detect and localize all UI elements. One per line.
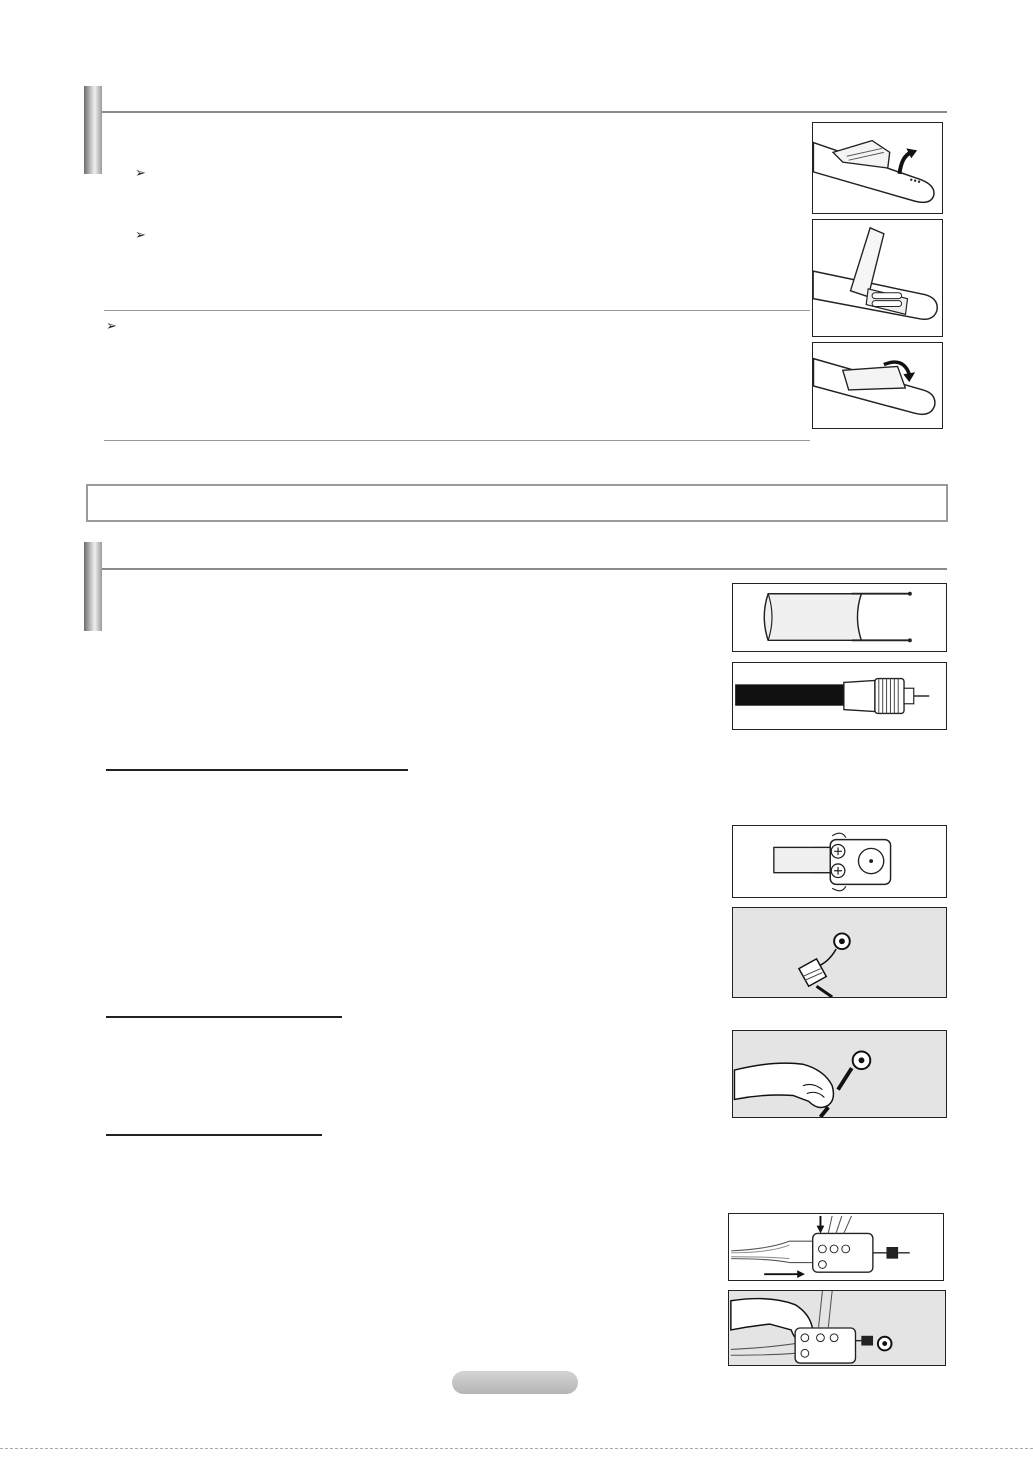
subheading-underline [106, 769, 408, 771]
remote-battery-cover-open-icon [812, 122, 943, 214]
note-box-bottom-rule [104, 440, 810, 441]
note-arrow-icon: ➢ [106, 318, 117, 333]
coaxial-round-cable-icon [732, 662, 947, 730]
antenna-adapter-screw-terminals-icon [732, 825, 947, 898]
remote-batteries-inserted-icon [812, 219, 943, 337]
subheading-underline [106, 1016, 342, 1018]
section-header-rule [102, 111, 947, 113]
section-marker-bar [84, 86, 102, 174]
ant-in-terminal-plug-icon [732, 907, 947, 998]
section-header-rule [102, 568, 947, 570]
section-title-band [86, 484, 948, 522]
note-arrow-icon: ➢ [135, 165, 146, 180]
twin-lead-flat-wire-icon [732, 583, 947, 652]
signal-combiner-icon [728, 1213, 944, 1281]
subheading-underline [106, 1134, 322, 1136]
note-box-top-rule [104, 310, 810, 311]
hand-connecting-coaxial-cable-icon [732, 1030, 947, 1118]
note-arrow-icon: ➢ [135, 227, 146, 242]
page-number-pill [452, 1371, 578, 1394]
remote-battery-cover-close-icon [812, 342, 943, 429]
hand-connecting-combiner-icon [728, 1290, 946, 1366]
section-marker-bar [84, 542, 102, 631]
page-bottom-rule [0, 1448, 1033, 1449]
